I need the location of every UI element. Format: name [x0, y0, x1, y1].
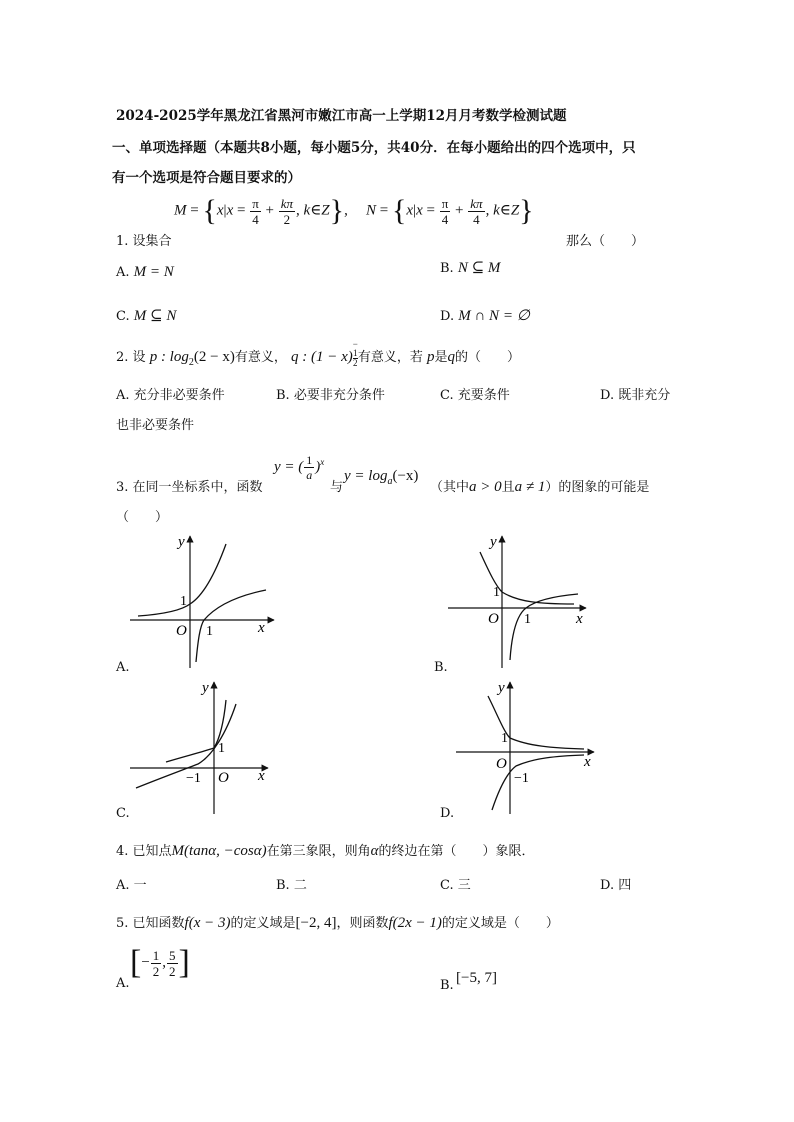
q5-stem: 5. 已知函数f(x − 3)的定义域是[−2, 4]，则函数f(2x − 1)的定义域是（ ） [116, 915, 559, 931]
section-header-line2: 有一个选项是符合题目要求的） [112, 170, 301, 186]
x-label: x [258, 620, 265, 636]
tick-y-neg1: −1 [514, 771, 529, 786]
q4-option-c: C. 三 [440, 878, 471, 893]
q3-condition: （其中a > 0且a ≠ 1）的图象的可能是 [430, 479, 650, 495]
y-label: y [490, 534, 497, 550]
origin-label: O [496, 756, 507, 772]
q3-paren: （ ） [116, 510, 169, 525]
q2-option-b: B. 必要非充分条件 [276, 388, 385, 403]
origin-label: O [488, 611, 499, 627]
tick-y-1: 1 [180, 594, 187, 609]
q5-option-b: [−5, 7] [456, 970, 497, 986]
x-label: x [576, 611, 583, 627]
origin-label: O [218, 770, 229, 786]
q4-option-d: D. 四 [600, 878, 632, 893]
q1-option-d: D. M ∩ N = ∅ [440, 308, 530, 324]
q3-yu: 与 [330, 480, 344, 495]
tick-y-1: 1 [501, 731, 508, 746]
q1-option-b: B. N ⊆ M [440, 260, 501, 276]
q3-func2: $y = \log_a(-x)$ [344, 468, 419, 487]
q4-option-b: B. 二 [276, 878, 307, 893]
q2-option-d: D. 既非充分 [600, 388, 671, 403]
graph-d-label: D. [440, 806, 455, 821]
y-label: y [498, 680, 505, 696]
section-header-line1: 一、单项选择题（本题共8小题，每小题5分，共40分．在每小题给出的四个选项中，只 [112, 140, 636, 156]
x-label: x [258, 768, 265, 784]
graph-b [444, 530, 594, 670]
q4-option-a: A. 一 [116, 878, 147, 893]
q3-func1: y = ( $\frac{1}{a}$ )$^x$ [274, 453, 325, 482]
origin-label: O [176, 623, 187, 639]
q3-prefix: 3. 在同一坐标系中，函数 [116, 480, 263, 495]
tick-y-1: 1 [218, 741, 225, 756]
q2-option-a: A. 充分非必要条件 [116, 388, 225, 403]
q1-option-a: A. M = N [116, 264, 174, 280]
x-label: x [584, 754, 591, 770]
q1-prefix: 1. 设集合 [116, 234, 172, 249]
q5-option-b-label: B. [440, 978, 454, 993]
q1-set-m: M = {x|x = $\frac{\pi}{4}$ + $\frac{k\pi}{2}$ , k∈Z}, [174, 194, 348, 227]
q2-stem: 2. 设 p : $\log_2(2 - x)$有意义， q : (1 − x) $^{- 1 2}$ 有意义，若 p是q的（ ） [116, 339, 520, 368]
tick-y-1: 1 [493, 585, 500, 600]
graph-a [126, 530, 286, 670]
q1-tail: 那么（ ） [566, 234, 645, 249]
q5-option-a: [− $\frac{1}{2}$ , $\frac{5}{2}$ ] [130, 944, 190, 981]
page-title: 2024-2025学年黑龙江省黑河市嫩江市高一上学期12月月考数学检测试题 [116, 108, 567, 124]
graph-b-label: B. [434, 660, 448, 675]
tick-x-1: 1 [524, 612, 531, 627]
graph-c-label: C. [116, 806, 130, 821]
y-label: y [202, 680, 209, 696]
q1-set-n: N = {x|x = $\frac{\pi}{4}$ + $\frac{k\pi}{4}$ , k∈Z} [366, 194, 534, 227]
q1-option-c: C. M ⊆ N [116, 308, 177, 324]
q2-option-d-wrap: 也非必要条件 [116, 418, 195, 433]
graph-d [452, 676, 602, 816]
q2-option-c: C. 充要条件 [440, 388, 510, 403]
graph-a-label: A. [116, 660, 130, 675]
exp-curve [166, 700, 226, 762]
q4-stem: 4. 已知点M(tanα, −cosα)在第三象限，则角α的终边在第（ ）象限． [116, 843, 535, 859]
tick-x-1: 1 [206, 624, 213, 639]
q5-option-a-label: A. [116, 976, 130, 991]
y-label: y [178, 534, 185, 550]
tick-x-neg1: −1 [186, 771, 201, 786]
graph-c [126, 676, 276, 816]
